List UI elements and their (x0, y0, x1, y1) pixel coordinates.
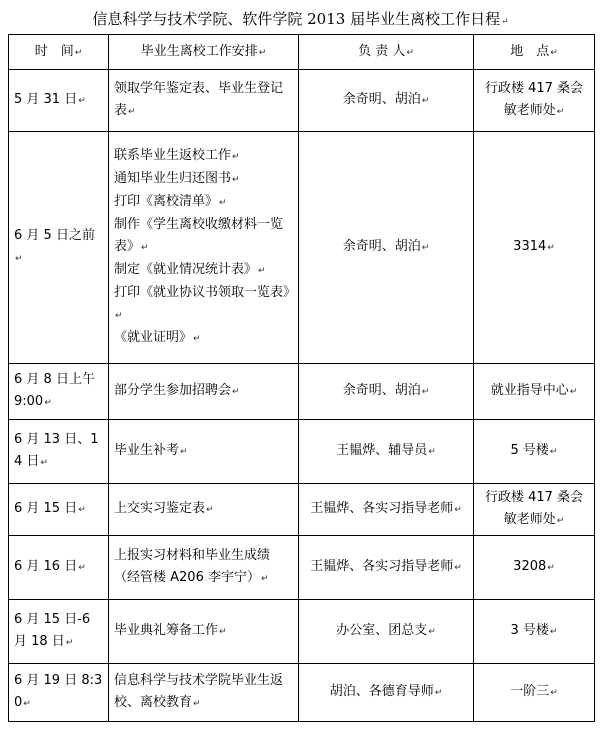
paragraph-mark: ↵ (549, 627, 558, 637)
paragraph-mark: ↵ (128, 107, 136, 117)
cell-task (109, 600, 299, 664)
cell-time: 6 月 15 日↵ (9, 484, 109, 536)
task-line: 毕业生补考↵ (114, 443, 188, 458)
cell-task (109, 364, 299, 420)
task-line: 毕业典礼筹备工作↵ (114, 623, 227, 638)
table-row (9, 132, 595, 364)
cell-task (109, 536, 299, 600)
cell-person: 余奇明、胡泊↵ (299, 364, 474, 420)
cell-person: 余奇明、胡泊↵ (299, 132, 474, 364)
cell-task (109, 484, 299, 536)
task-line: 上报实习材料和毕业生成绩（经管楼 A206 李宇宁）↵ (114, 548, 271, 585)
header-place: 地 点↵ (474, 35, 595, 70)
cell-time: 6 月 19 日 8:30↵ (9, 664, 109, 722)
cell-time: 6 月 16 日↵ (9, 536, 109, 600)
task-line: 联系毕业生返校工作↵ (114, 148, 240, 163)
header-person: 负 责 人↵ (299, 35, 474, 70)
paragraph-mark: ↵ (180, 447, 188, 457)
paragraph-mark: ↵ (421, 387, 430, 397)
paragraph-mark: ↵ (193, 334, 201, 344)
paragraph-mark: ↵ (219, 198, 227, 208)
paragraph-mark: ↵ (44, 398, 52, 408)
cell-place: 3314↵ (474, 132, 595, 364)
paragraph-mark: ↵ (454, 505, 462, 515)
paragraph-mark: ↵ (232, 387, 240, 397)
paragraph-mark: ↵ (232, 152, 240, 162)
paragraph-mark: ↵ (141, 243, 149, 253)
cell-time: 5 月 31 日↵ (9, 70, 109, 132)
paragraph-mark: ↵ (428, 447, 436, 457)
paragraph-mark: ↵ (206, 505, 214, 515)
paragraph-mark: ↵ (23, 699, 31, 709)
cell-time: 6 月 8 日上午 9:00↵ (9, 364, 109, 420)
cell-person: 王韫烨、辅导员↵ (299, 420, 474, 484)
cell-person: 王韫烨、各实习指导老师↵ (299, 484, 474, 536)
paragraph-mark: ↵ (549, 447, 558, 457)
paragraph-mark: ↵ (434, 688, 443, 698)
task-line: 打印《就业协议书领取一览表》↵ (114, 285, 297, 321)
task-line: 通知毕业生归还图书↵ (114, 171, 240, 186)
task-line: 上交实习鉴定表↵ (114, 501, 214, 516)
paragraph-mark: ↵ (15, 254, 23, 264)
header-time: 时 间↵ (9, 35, 109, 70)
cell-place: 行政楼 417 桑会敏老师处↵ (474, 484, 595, 536)
paragraph-mark: ↵ (454, 563, 462, 573)
task-line: 打印《离校清单》↵ (114, 194, 227, 209)
paragraph-mark: ↵ (78, 96, 86, 106)
paragraph-mark: ↵ (547, 563, 555, 573)
paragraph-mark: ↵ (78, 505, 86, 515)
paragraph-mark: ↵ (232, 175, 240, 185)
cell-place: 一阶三↵ (474, 664, 595, 722)
task-line: 《就业证明》↵ (114, 330, 201, 345)
cell-time: 6 月 15 日-6 月 18 日↵ (9, 600, 109, 664)
cell-time: 6 月 13 日、14 日↵ (9, 420, 109, 484)
cell-task (109, 420, 299, 484)
table-row (9, 600, 595, 664)
paragraph-mark: ↵ (421, 243, 430, 253)
paragraph-mark: ↵ (556, 107, 565, 117)
page-title: 信息科学与技术学院、软件学院 2013 届毕业生离校工作日程↵ (92, 10, 509, 28)
cell-task (109, 664, 299, 722)
paragraph-mark: ↵ (421, 96, 430, 106)
paragraph-mark: ↵ (219, 627, 227, 637)
cell-person: 王韫烨、各实习指导老师↵ (299, 536, 474, 600)
paragraph-mark: ↵ (115, 311, 123, 321)
paragraph-mark: ↵ (428, 627, 436, 637)
table-row (9, 484, 595, 536)
header-task: 毕业生离校工作安排↵ (109, 35, 299, 70)
table-row (9, 420, 595, 484)
paragraph-mark: ↵ (550, 688, 558, 698)
paragraph-mark: ↵ (501, 17, 509, 27)
task-line: 部分学生参加招聘会↵ (114, 383, 240, 398)
task-line: 制作《学生离校收缴材料一览表》↵ (114, 217, 284, 254)
paragraph-mark: ↵ (40, 458, 48, 468)
table-body (9, 70, 595, 722)
cell-person: 办公室、团总支↵ (299, 600, 474, 664)
cell-place: 3208↵ (474, 536, 595, 600)
table-row (9, 364, 595, 420)
cell-place: 行政楼 417 桑会敏老师处↵ (474, 70, 595, 132)
task-line: 制定《就业情况统计表》↵ (114, 262, 266, 277)
paragraph-mark: ↵ (556, 516, 565, 526)
cell-task (109, 132, 299, 364)
table-row (9, 664, 595, 722)
cell-place: 3 号楼↵ (474, 600, 595, 664)
task-line: 信息科学与技术学院毕业生返校、离校教育↵ (114, 673, 284, 710)
task-line: 领取学年鉴定表、毕业生登记表↵ (114, 81, 284, 118)
cell-place: 5 号楼↵ (474, 420, 595, 484)
table-row (9, 70, 595, 132)
paragraph-mark: ↵ (258, 266, 266, 276)
paragraph-mark: ↵ (193, 699, 201, 709)
cell-time: 6 月 5 日之前↵ (9, 132, 109, 364)
table-row (9, 536, 595, 600)
paragraph-mark: ↵ (78, 563, 86, 573)
header-row (9, 35, 595, 70)
paragraph-mark: ↵ (547, 243, 555, 253)
paragraph-mark: ↵ (65, 638, 74, 648)
cell-person: 余奇明、胡泊↵ (299, 70, 474, 132)
cell-person: 胡泊、各德育导师↵ (299, 664, 474, 722)
cell-task (109, 70, 299, 132)
paragraph-mark: ↵ (569, 387, 578, 397)
cell-place: 就业指导中心↵ (474, 364, 595, 420)
schedule-table (8, 34, 595, 722)
paragraph-mark: ↵ (260, 574, 269, 584)
